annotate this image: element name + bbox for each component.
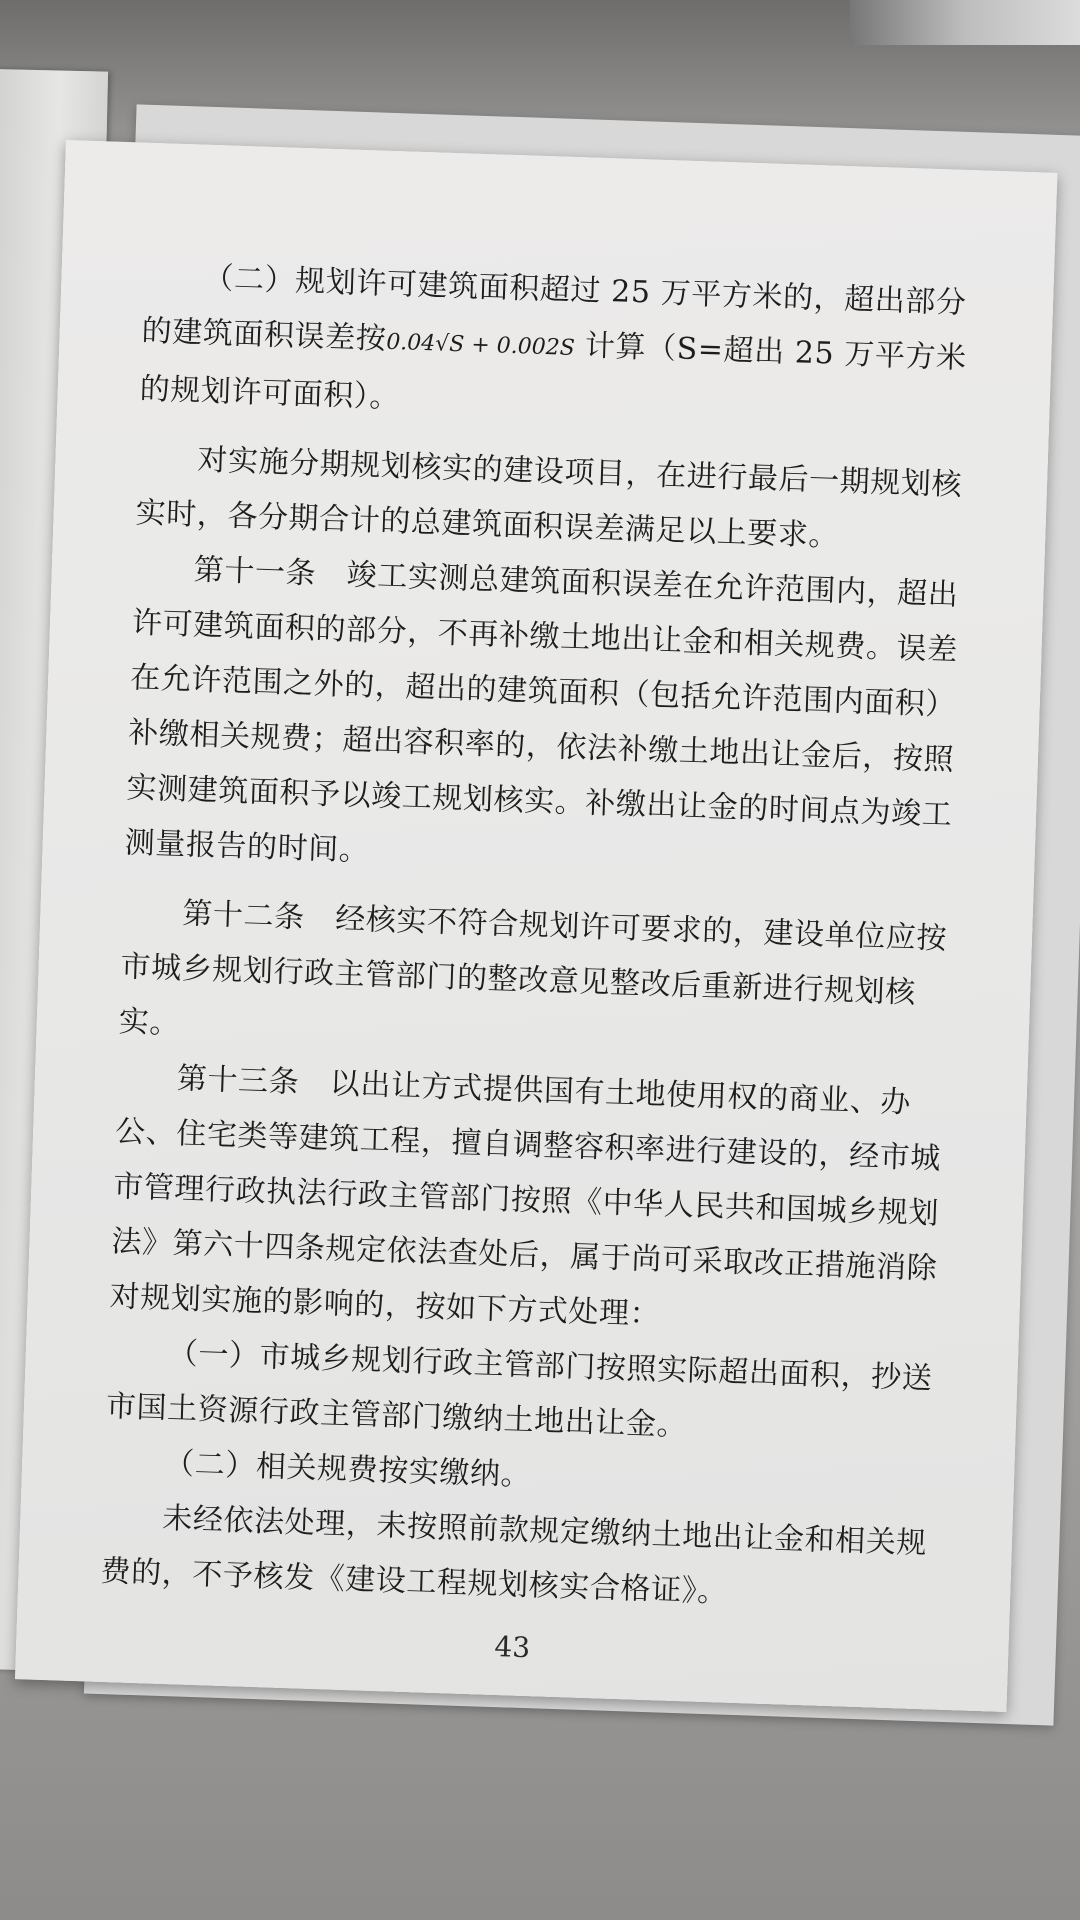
document-body [100, 249, 984, 1627]
article-13: 第十三条 以出让方式提供国有土地使用权的商业、办公、住宅类等建筑工程，擅自调整容积率进行建设的，经市城市管理行政执法行政主管部门按照《中华人民共和国城乡规划法》第六十四条规定依法查处后，属于尚可采取改正措施消除对规划实施的影响的，按如下方式处理： [109, 1061, 942, 1333]
background-corner [850, 0, 1080, 45]
page-number: 43 [493, 1630, 531, 1665]
article-13-item-2: （二）相关规费按实缴纳。 [163, 1445, 532, 1494]
document-page [15, 140, 1058, 1712]
paragraph-phased-projects: 对实施分期规划核实的建设项目，在进行最后一期规划核实时，各分期合计的总建筑面积误差满足以上要求。 [135, 442, 963, 554]
paragraph-text-tail: 计算（S=超出 25 万平方米的规划许可面积）。 [139, 327, 968, 416]
error-formula: 0.04√S + 0.002S [385, 329, 576, 361]
article-12: 第十二条 经核实不符合规划许可要求的，建设单位应按市城乡规划行政主管部门的整改意见整改后重新进行规划核实。 [118, 896, 948, 1042]
article-13-closing: 未经依法处理，未按照前款规定缴纳土地出让金和相关规费的，不予核发《建设工程规划核实合格证》。 [99, 1500, 928, 1610]
article-11: 第十一条 竣工实测总建筑面积误差在允许范围内，超出许可建筑面积的部分，不再补缴土地出让金和相关规费。误差在允许范围之外的，超出的建筑面积（包括允许范围内面积）补缴相关规费；超出容积率的，依法补缴土地出让金后，按照实测建筑面积予以竣工规划核实。补缴出让金的时间点为竣工测量报告的时间。 [124, 552, 959, 869]
article-13-item-1: （一）市城乡规划行政主管部门按照实际超出面积，抄送市国土资源行政主管部门缴纳土地出让金。 [105, 1336, 933, 1444]
paragraph-text: （二）规划许可建筑面积超过 25 万平方米的，超出部分的建筑面积误差按 [141, 260, 968, 357]
paragraph-area-error-formula [139, 249, 984, 445]
